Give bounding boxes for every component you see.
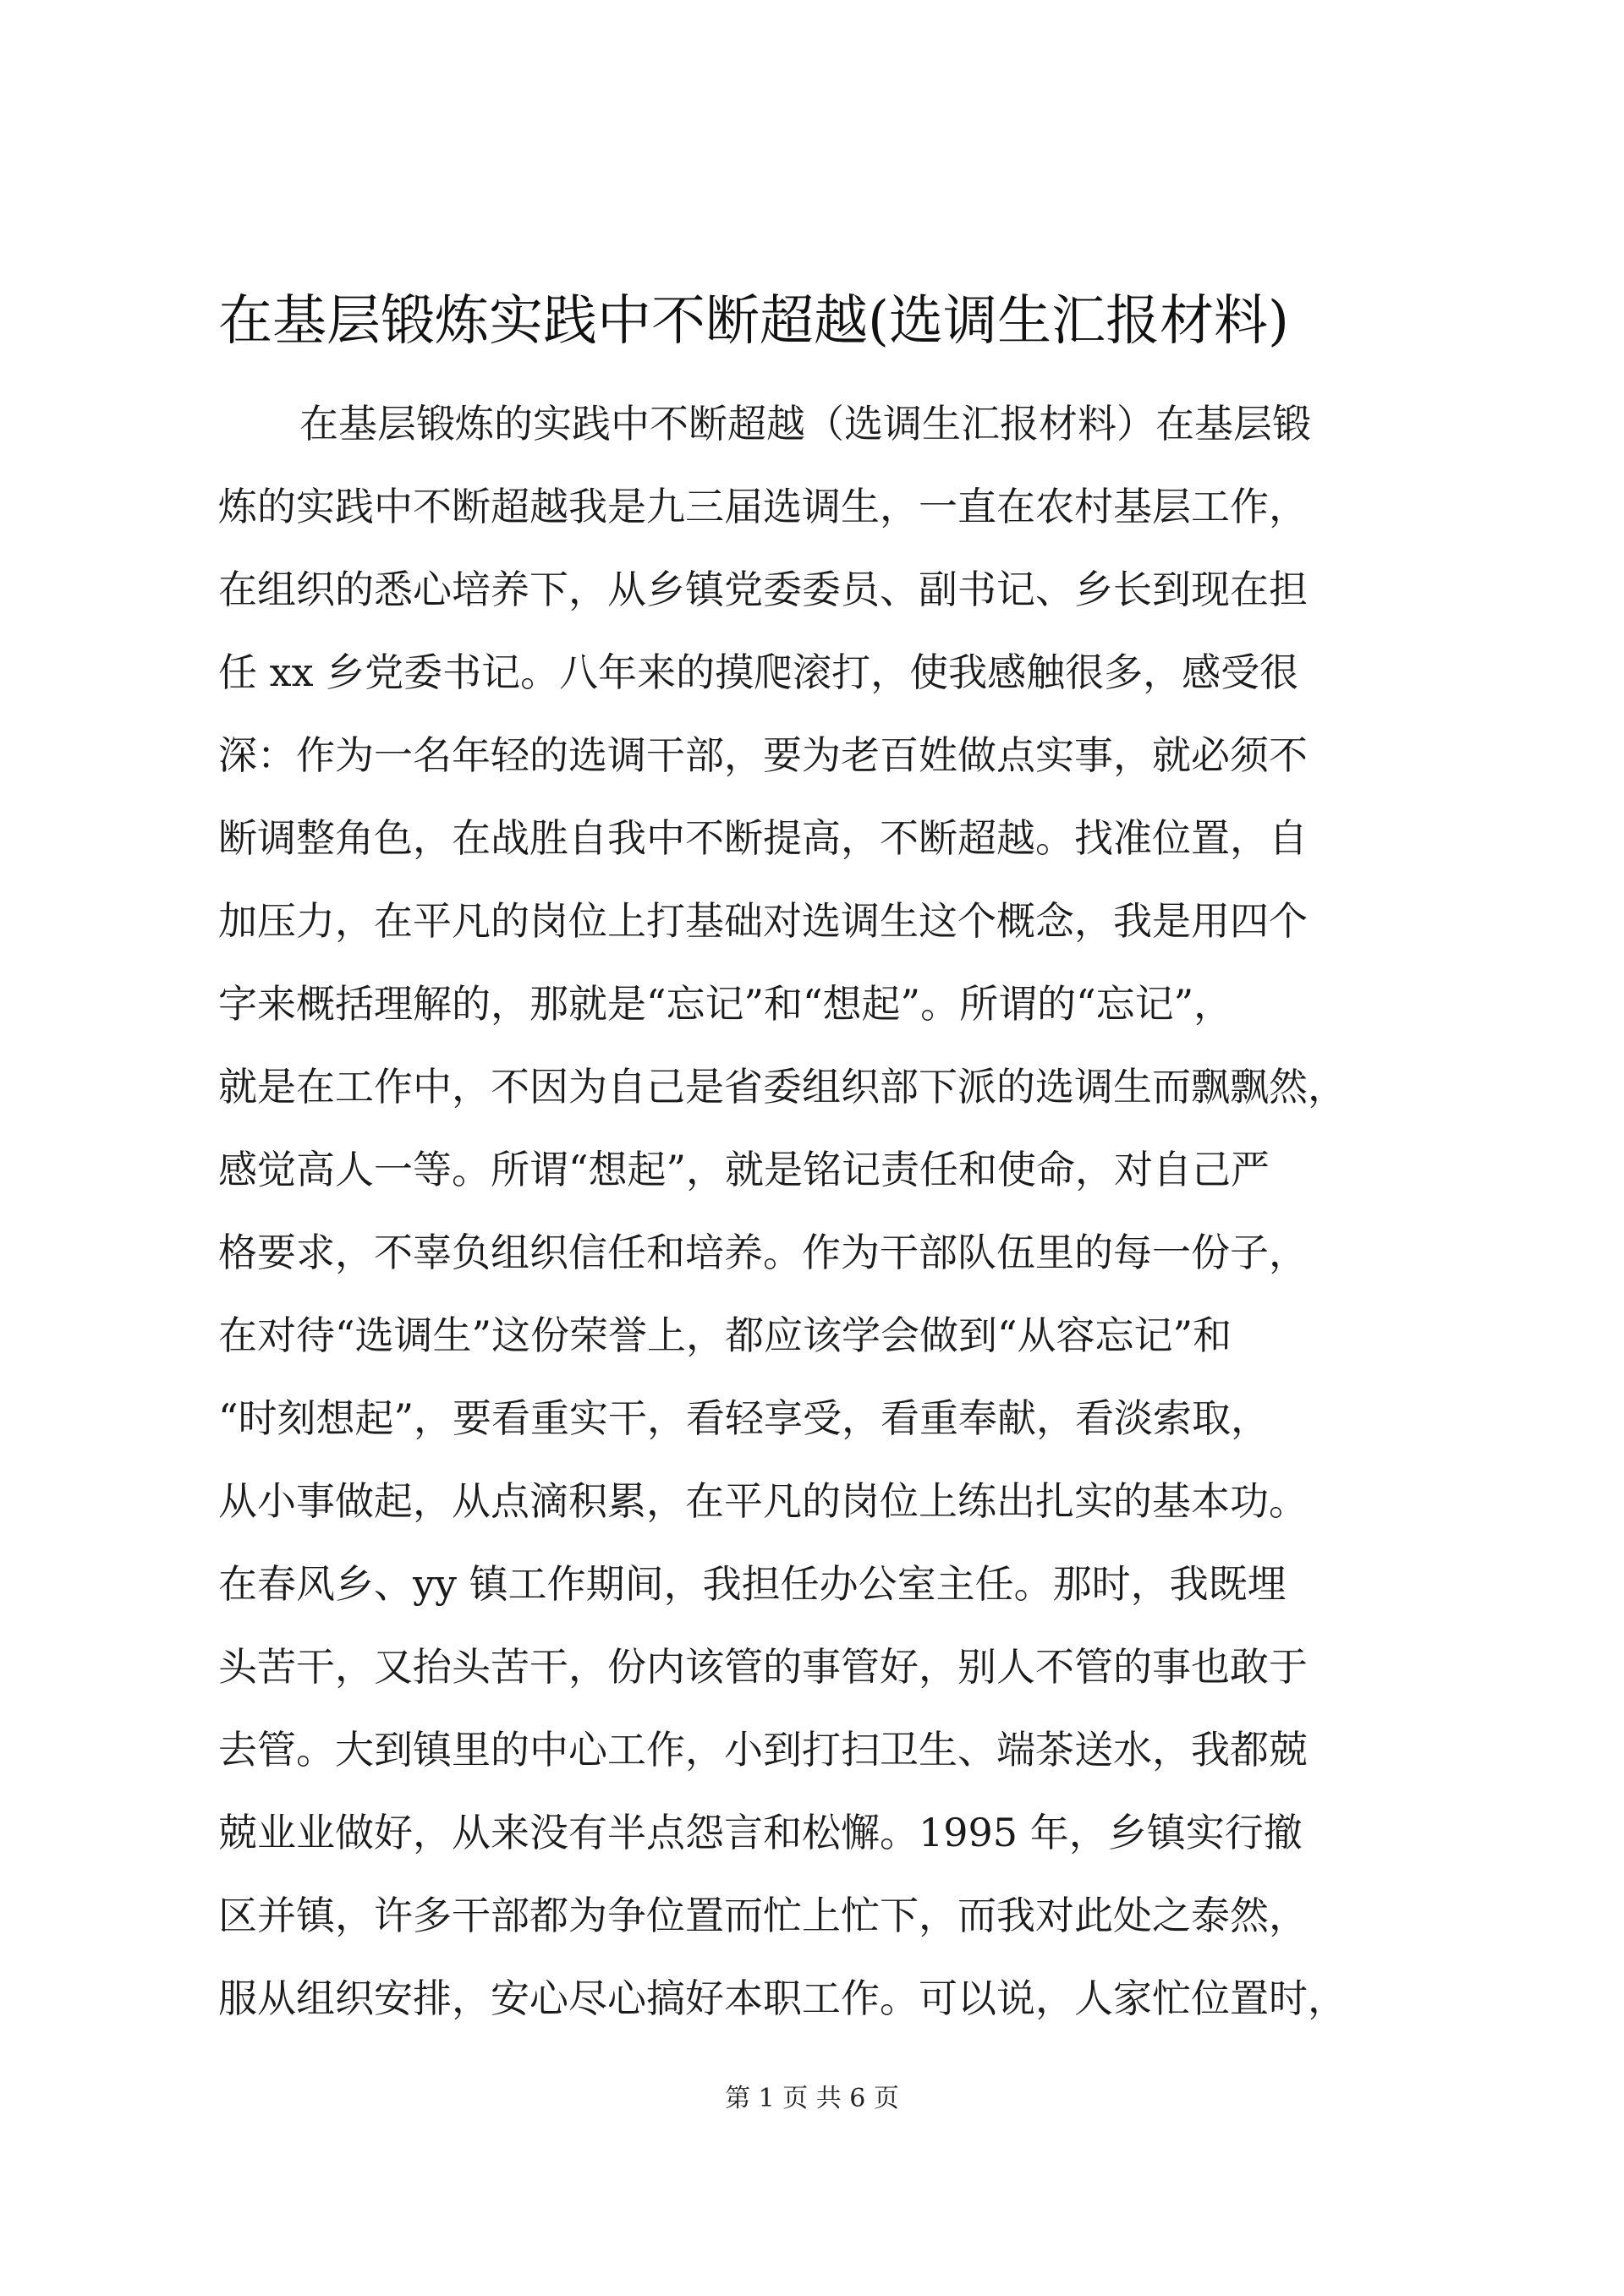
body-line: 在春风乡、yy 镇工作期间，我担任办公室主任。那时，我既埋 <box>218 1561 1287 1607</box>
page-number-footer: 第 1 页 共 6 页 <box>725 2084 899 2113</box>
body-line: 服从组织安排，安心尽心搞好本职工作。可以说，人家忙位置时， <box>218 1975 1347 2021</box>
body-line: 从小事做起，从点滴积累，在平凡的岗位上练出扎实的基本功。 <box>218 1478 1308 1524</box>
body-line: 在基层锻炼的实践中不断超越（选调生汇报材料）在基层锻 <box>299 401 1311 447</box>
body-line: 在组织的悉心培养下，从乡镇党委委员、副书记、乡长到现在担 <box>218 567 1308 612</box>
body-line: 深：作为一名年轻的选调干部，要为老百姓做点实事，就必须不 <box>218 732 1308 778</box>
body-line: 加压力，在平凡的岗位上打基础对选调生这个概念，我是用四个 <box>218 898 1308 944</box>
body-line: 断调整角色，在战胜自我中不断提高，不断超越。找准位置，自 <box>218 815 1308 861</box>
body-line: 头苦干，又抬头苦干，份内该管的事管好，别人不管的事也敢于 <box>218 1644 1308 1690</box>
body-line: 任 xx 乡党委书记。八年来的摸爬滚打，使我感触很多，感受很 <box>218 649 1299 695</box>
body-line: 去管。大到镇里的中心工作，小到打扫卫生、端茶送水，我都兢 <box>218 1727 1308 1773</box>
document-body <box>218 382 1419 2040</box>
body-line: 格要求，不辜负组织信任和培养。作为干部队伍里的每一份子， <box>218 1230 1308 1275</box>
document-title: 在基层锻炼实践中不断超越(选调生汇报材料) <box>218 290 1289 353</box>
body-line: 感觉高人一等。所谓“想起”，就是铭记责任和使命，对自己严 <box>218 1147 1270 1192</box>
body-line: 区并镇，许多干部都为争位置而忙上忙下，而我对此处之泰然， <box>218 1893 1308 1938</box>
body-line: 兢业业做好，从来没有半点怨言和松懈。1995 年，乡镇实行撤 <box>218 1810 1303 1855</box>
body-line: 炼的实践中不断超越我是九三届选调生，一直在农村基层工作， <box>218 484 1308 529</box>
body-line: 字来概括理解的，那就是“忘记”和“想起”。所谓的“忘记”， <box>218 981 1233 1027</box>
body-line: 在对待“选调生”这份荣誉上，都应该学会做到“从容忘记”和 <box>218 1312 1232 1358</box>
body-line: “时刻想起”，要看重实干，看轻享受，看重奉献，看淡索取， <box>218 1395 1270 1441</box>
body-line: 就是在工作中，不因为自己是省委组织部下派的选调生而飘飘然， <box>218 1064 1347 1110</box>
